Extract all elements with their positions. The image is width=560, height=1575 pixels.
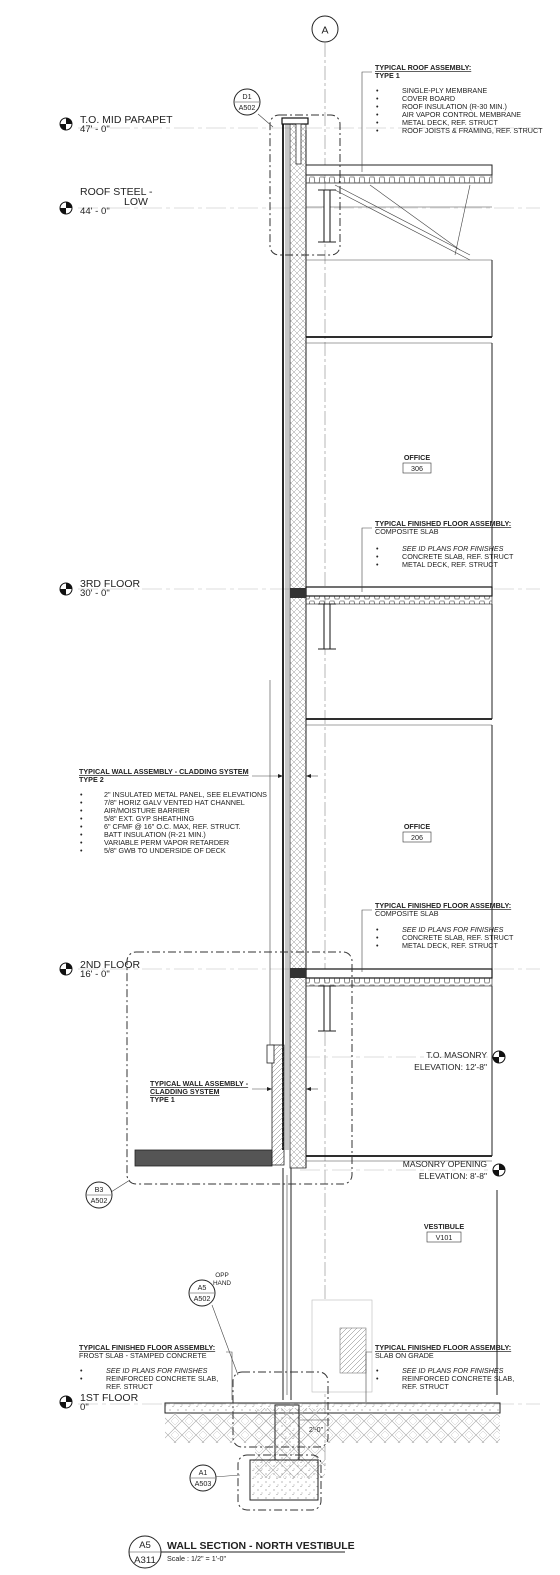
svg-text:•: • bbox=[376, 925, 379, 934]
title-scale: Scale : 1/2" = 1'-0" bbox=[167, 1554, 227, 1563]
level-marker-masonry-opening bbox=[300, 1159, 505, 1181]
level-marker-parapet bbox=[60, 114, 173, 135]
svg-text:•: • bbox=[376, 941, 379, 950]
note-item: SEE ID PLANS FOR FINISHES bbox=[106, 1366, 208, 1375]
note-item: SEE ID PLANS FOR FINISHES bbox=[402, 544, 504, 553]
level-marker-roof bbox=[60, 186, 153, 217]
note-subtitle: TYPE 1 bbox=[375, 71, 400, 80]
note-subtitle: TYPE 2 bbox=[79, 775, 104, 784]
level-name-2: LOW bbox=[124, 196, 148, 208]
level-marker-second bbox=[60, 959, 141, 980]
callout-sheet: A502 bbox=[90, 1196, 108, 1205]
svg-text:•: • bbox=[376, 544, 379, 553]
note-item: SINGLE-PLY MEMBRANE bbox=[402, 86, 488, 95]
level-name: 3RD FLOOR bbox=[80, 578, 141, 590]
note-floor-assembly-3 bbox=[362, 519, 514, 592]
level-name: MASONRY OPENING bbox=[402, 1159, 487, 1169]
note-item: REINFORCED CONCRETE SLAB, bbox=[402, 1374, 515, 1383]
svg-text:•: • bbox=[376, 118, 379, 127]
note-item: SEE ID PLANS FOR FINISHES bbox=[402, 925, 504, 934]
svg-text:•: • bbox=[80, 838, 83, 847]
svg-text:•: • bbox=[376, 933, 379, 942]
note-subtitle: COMPOSITE SLAB bbox=[375, 909, 439, 918]
note-roof-assembly bbox=[362, 63, 543, 172]
level-elevation: ELEVATION: 8'-8" bbox=[418, 1171, 487, 1181]
room-name: VESTIBULE bbox=[423, 1222, 465, 1231]
level-elevation: 47' - 0" bbox=[80, 124, 110, 135]
room-name: OFFICE bbox=[403, 822, 431, 831]
callout-note-2: HAND bbox=[212, 1280, 232, 1287]
svg-text:•: • bbox=[376, 560, 379, 569]
note-subtitle: COMPOSITE SLAB bbox=[375, 527, 439, 536]
svg-text:•: • bbox=[80, 798, 83, 807]
note-item: METAL DECK, REF. STRUCT bbox=[402, 118, 498, 127]
room-number: 306 bbox=[411, 464, 423, 473]
svg-text:•: • bbox=[376, 126, 379, 135]
level-name: 1ST FLOOR bbox=[80, 1392, 139, 1404]
foundation bbox=[165, 1403, 500, 1500]
svg-text:•: • bbox=[80, 814, 83, 823]
callout-sheet: A503 bbox=[194, 1479, 212, 1488]
svg-text:•: • bbox=[376, 1374, 379, 1383]
note-item: REINFORCED CONCRETE SLAB, bbox=[106, 1374, 219, 1383]
note-item: AIR VAPOR CONTROL MEMBRANE bbox=[402, 110, 522, 119]
callout-number: D1 bbox=[242, 92, 252, 101]
callout-number: A5 bbox=[197, 1283, 207, 1292]
note-item: 2" INSULATED METAL PANEL, SEE ELEVATIONS bbox=[104, 790, 267, 799]
svg-text:•: • bbox=[80, 790, 83, 799]
note-item: 5/8" GWB TO UNDERSIDE OF DECK bbox=[104, 846, 226, 855]
note-line-1: TYPICAL WALL ASSEMBLY - bbox=[150, 1079, 249, 1088]
note-title: TYPICAL FINISHED FLOOR ASSEMBLY: bbox=[375, 901, 512, 910]
grid-bubble-label: A bbox=[321, 24, 329, 37]
note-item: 6" CFMF @ 16" O.C. MAX, REF. STRUCT. bbox=[104, 822, 241, 831]
level-name: 2ND FLOOR bbox=[80, 959, 141, 971]
callout-a1 bbox=[190, 1465, 240, 1491]
room-tag-office-306 bbox=[403, 453, 431, 473]
room-number: V101 bbox=[435, 1233, 453, 1242]
footing-dimension: 2'-0" bbox=[308, 1425, 324, 1434]
note-title: TYPICAL FINISHED FLOOR ASSEMBLY: bbox=[375, 1343, 512, 1352]
note-line-2: CLADDING SYSTEM bbox=[150, 1087, 220, 1096]
level-marker-first bbox=[60, 1392, 139, 1413]
level-marker-masonry-top bbox=[300, 1050, 505, 1072]
note-subtitle: SLAB ON GRADE bbox=[375, 1351, 434, 1360]
note-item: REF. STRUCT bbox=[106, 1382, 153, 1391]
svg-text:•: • bbox=[376, 110, 379, 119]
svg-text:•: • bbox=[80, 830, 83, 839]
callout-sheet: A502 bbox=[193, 1294, 211, 1303]
note-item: AIR/MOISTURE BARRIER bbox=[104, 806, 190, 815]
callout-b3 bbox=[86, 1180, 130, 1208]
note-item: VARIABLE PERM VAPOR RETARDER bbox=[104, 838, 230, 847]
note-title: TYPICAL FINISHED FLOOR ASSEMBLY: bbox=[375, 519, 512, 528]
note-subtitle: FROST SLAB - STAMPED CONCRETE bbox=[79, 1351, 207, 1360]
note-item: BATT INSULATION (R-21 MIN.) bbox=[104, 830, 206, 839]
note-item: 5/8" EXT. GYP SHEATHING bbox=[104, 814, 195, 823]
note-item: COVER BOARD bbox=[402, 94, 456, 103]
svg-text:•: • bbox=[80, 846, 83, 855]
level-elevation: 44' - 0" bbox=[80, 206, 110, 217]
svg-text:•: • bbox=[80, 822, 83, 831]
svg-text:•: • bbox=[80, 806, 83, 815]
svg-text:•: • bbox=[376, 86, 379, 95]
callout-d1 bbox=[234, 89, 273, 127]
level-name: T.O. MID PARAPET bbox=[80, 114, 173, 126]
room-tag-vestibule bbox=[424, 1222, 465, 1242]
note-item: REF. STRUCT bbox=[402, 1382, 449, 1391]
note-item: SEE ID PLANS FOR FINISHES bbox=[402, 1366, 504, 1375]
level-elevation: ELEVATION: 12'-8" bbox=[414, 1062, 487, 1072]
note-item: ROOF INSULATION (R-30 MIN.) bbox=[402, 102, 507, 111]
third-floor-slab bbox=[290, 587, 492, 725]
level-name: ROOF STEEL - bbox=[80, 186, 153, 198]
note-floor-assembly-1-right bbox=[366, 1343, 514, 1402]
note-item: CONCRETE SLAB, REF. STRUCT bbox=[402, 552, 514, 561]
note-title: TYPICAL FINISHED FLOOR ASSEMBLY: bbox=[79, 1343, 216, 1352]
svg-text:•: • bbox=[80, 1366, 83, 1375]
level-elevation: 30' - 0" bbox=[80, 588, 110, 599]
sheet-title-block bbox=[129, 1536, 355, 1568]
exterior-wall bbox=[282, 118, 308, 1168]
title-ref-number: A5 bbox=[139, 1540, 151, 1551]
svg-text:•: • bbox=[80, 1374, 83, 1383]
title-text: WALL SECTION - NORTH VESTIBULE bbox=[167, 1540, 355, 1552]
room-name: OFFICE bbox=[403, 453, 431, 462]
callout-number: B3 bbox=[94, 1185, 104, 1194]
level-lines bbox=[78, 128, 540, 1404]
level-elevation: 0" bbox=[80, 1402, 89, 1413]
note-item: 7/8" HORIZ GALV VENTED HAT CHANNEL bbox=[104, 798, 245, 807]
note-floor-assembly-2 bbox=[362, 901, 514, 972]
svg-text:•: • bbox=[376, 102, 379, 111]
note-subtitle: TYPE 1 bbox=[150, 1095, 175, 1104]
callout-number: A1 bbox=[198, 1468, 208, 1477]
svg-text:•: • bbox=[376, 552, 379, 561]
note-item: ROOF JOISTS & FRAMING, REF. STRUCT bbox=[402, 126, 543, 135]
level-name: T.O. MASONRY bbox=[426, 1050, 487, 1060]
svg-text:•: • bbox=[376, 1366, 379, 1375]
louver bbox=[312, 1300, 372, 1392]
interior-walls bbox=[492, 260, 497, 1395]
note-items bbox=[376, 86, 543, 135]
room-tag-office-206 bbox=[403, 822, 431, 842]
room-number: 206 bbox=[411, 833, 423, 842]
note-title: TYPICAL WALL ASSEMBLY - CLADDING SYSTEM bbox=[79, 767, 249, 776]
note-item: METAL DECK, REF. STRUCT bbox=[402, 560, 498, 569]
note-item: METAL DECK, REF. STRUCT bbox=[402, 941, 498, 950]
note-title: TYPICAL ROOF ASSEMBLY: bbox=[375, 63, 472, 72]
title-ref-sheet: A311 bbox=[134, 1555, 156, 1566]
callout-note: OPP bbox=[215, 1272, 229, 1279]
svg-text:•: • bbox=[376, 94, 379, 103]
note-item: CONCRETE SLAB, REF. STRUCT bbox=[402, 933, 514, 942]
level-elevation: 16' - 0" bbox=[80, 969, 110, 980]
callout-sheet: A502 bbox=[238, 103, 256, 112]
level-marker-third bbox=[60, 578, 141, 599]
